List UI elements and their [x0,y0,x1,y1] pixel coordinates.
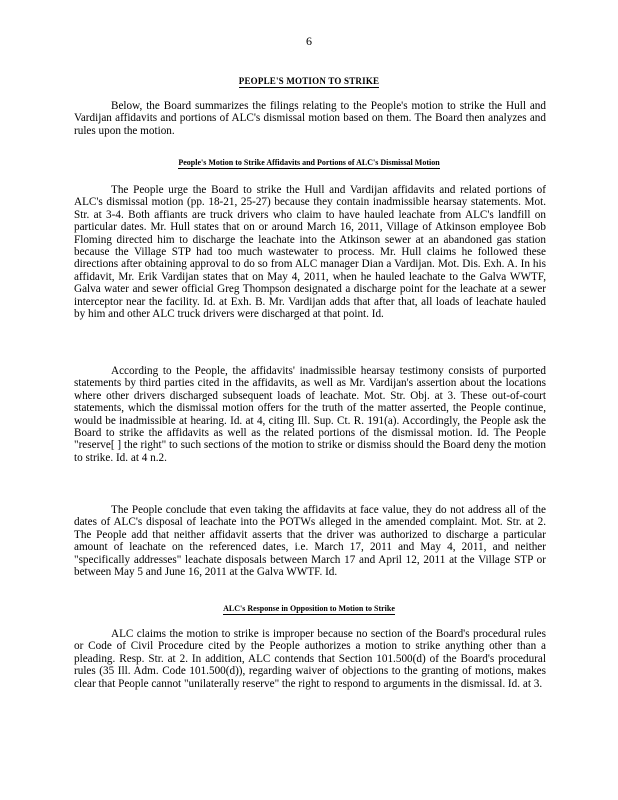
section-heading [0,76,618,86]
paragraph-3 [74,504,546,578]
paragraph-2 [74,365,546,464]
paragraph-3-text: The People conclude that even taking the affidavits at face value, they do not address all of the dates of ALC's disposal of leachate into the POTWs alleged in the amended complaint. Mot. Str. at 2. The People add that neither affidavit asserts that the driver was authorized to discharge a particular amount of leachate on the referenced dates, i.e. March 17, 2011 and May 4, 2011, and neither "specifically addresses" leachate disposals between March 17 and April 12, 2011 at the Village STP or between May 5 and June 16, 2011 at the Galva WWTF. Id. [74,504,546,579]
paragraph-1 [74,184,546,320]
paragraph-4-text: ALC claims the motion to strike is improper because no section of the Board's procedural rules or Code of Civil Procedure cited by the People authorizes a motion to strike anything other than a pleading. Resp. Str. at 2. In addition, ALC contends that Section 101.500(d) of the Board's procedural rules (35 Ill. Adm. Code 101.500(d)), regarding waiver of objections to the granting of motions, makes clear that People cannot "unilaterally reserve" the right to respond to arguments in the dismissal. Id. at 3. [74,628,546,690]
paragraph-4 [74,628,546,690]
section-heading-text: PEOPLE'S MOTION TO STRIKE [238,76,380,86]
intro-text: Below, the Board summarizes the filings relating to the People's motion to strike the Hull and Vardijan affidavits and portions of ALC's dismissal motion based on them. The Board then analyzes and rules upon the motion. [74,100,546,137]
subheading-people-motion [0,158,618,167]
page-number: 6 [306,34,312,48]
paragraph-1-text: The People urge the Board to strike the Hull and Vardijan affidavits and related portions of ALC's dismissal motion (pp. 18-21, 25-27) because they contain inadmissible hearsay statements. Mot. Str. at 3-4. Both affiants are truck drivers who claim to have hauled leachate from ALC's landfill on particular dates. Mr. Hull states that on or around March 16, 2011, Village of Atkinson employee Bob Floming directed him to discharge the leachate into the Atkinson sewer at an abandoned gas station because the Village STP had too much wastewater to process. Mr. Hull claims he followed these directions after obtaining approval to do so from ALC manager Dian a Vardijan. Mot. Dis. Exh. A. In his affidavit, Mr. Erik Vardijan states that on May 4, 2011, when he hauled leachate to the Galva WWTF, Galva water and sewer official Greg Thompson designated a discharge point for the leachate at a sewer interceptor near the facility. Id. at Exh. B. Mr. Vardijan adds that after that, all loads of leachate hauled by him and other ALC truck drivers were discharged at that point. Id. [74,184,546,321]
subheading-alc-response [0,604,618,613]
paragraph-2-text: According to the People, the affidavits' inadmissible hearsay testimony consists of purported statements by third parties cited in the affidavits, as well as Mr. Vardijan's assertion about the locations where other drivers discharged subsequent loads of leachate. Mot. Str. Obj. at 3. These out-of-court statements, which the dismissal motion offers for the truth of the matter asserted, the People continue, would be inadmissible at hearing. Id. at 4, citing Ill. Sup. Ct. R. 191(a). Accordingly, the People ask the Board to strike the affidavits as well as the related portions of the dismissal motion. Id. The People "reserve[ ] the right" to such sections of the motion to strike or dismiss should the Board deny the motion to strike. Id. at 4 n.2. [74,365,546,464]
subheading-alc-response-text: ALC's Response in Opposition to Motion to Strike [223,604,395,613]
subheading-people-motion-text: People's Motion to Strike Affidavits and Portions of ALC's Dismissal Motion [178,158,440,167]
intro-paragraph [74,100,546,137]
